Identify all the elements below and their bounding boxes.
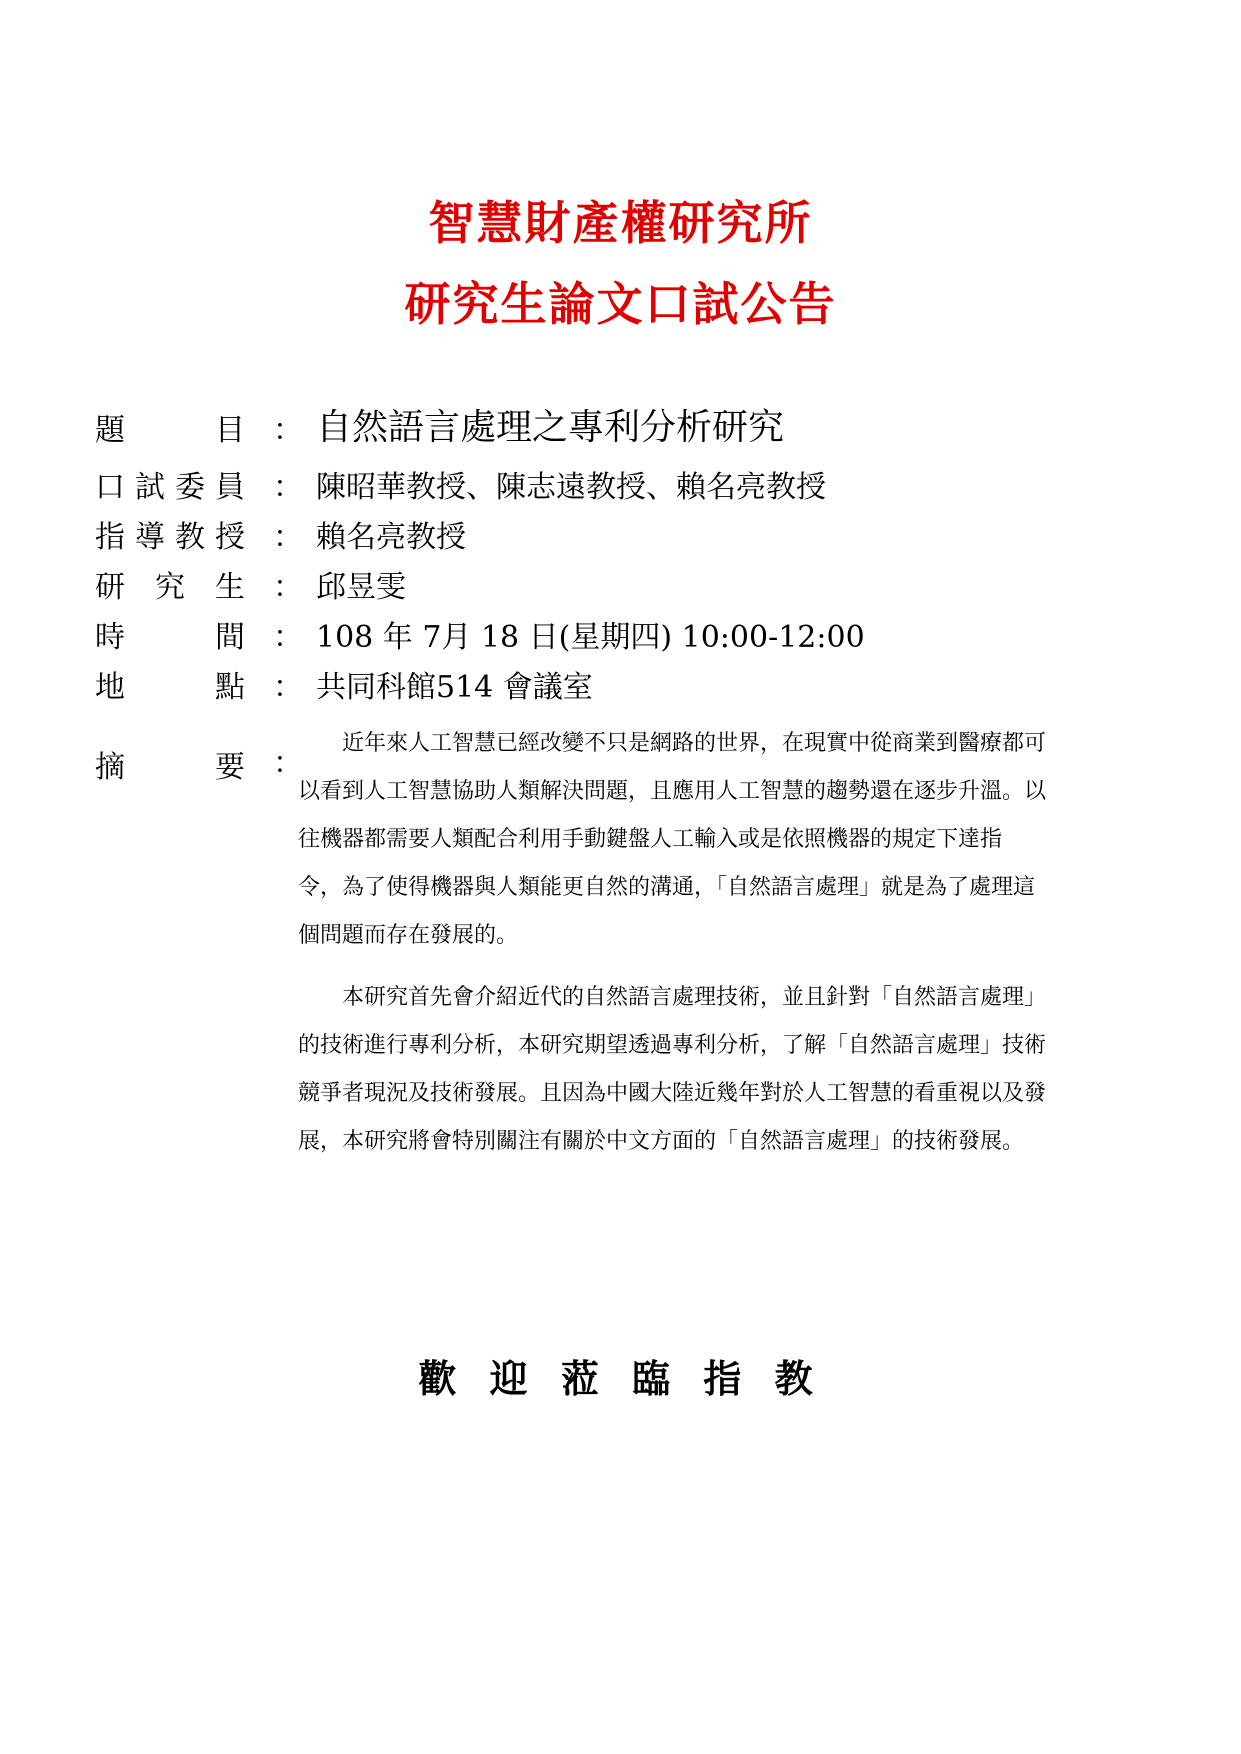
thesis-title: 自然語言處理之專利分析研究 xyxy=(316,407,785,448)
abstract-line: 令，為了使得機器與人類能更自然的溝通，「自然語言處理」就是為了處理這 xyxy=(298,875,1036,900)
time-label: 時 間 xyxy=(95,620,245,655)
abstract-line: 個問題而存在發展的。 xyxy=(298,923,519,948)
advisor-colon: ： xyxy=(273,520,303,555)
committee-members: 陳昭華教授、陳志遠教授、賴名亮教授 xyxy=(316,470,826,505)
abstract-line: 展，本研究將會特別關注有關於中文方面的「自然語言處理」的技術發展。 xyxy=(298,1129,1025,1154)
defense-time: 108 年 7月 18 日(星期四) 10:00-12:00 xyxy=(316,620,865,655)
abstract-line: 以看到人工智慧協助人類解決問題，且應用人工智慧的趨勢還在逐步升溫。以 xyxy=(298,779,1047,804)
place-label: 地 點 xyxy=(95,670,245,705)
committee-colon: ： xyxy=(273,470,303,505)
abstract-body xyxy=(298,720,1148,1166)
abstract-label: 摘 要 xyxy=(95,750,245,785)
defense-place: 共同科館514 會議室 xyxy=(316,670,593,705)
student-label: 研 究 生 xyxy=(95,570,245,605)
place-colon: ： xyxy=(273,670,303,705)
announcement-title: 研究生論文口試公告 xyxy=(404,277,837,331)
abstract-line: 往機器都需要人類配合利用手動鍵盤人工輸入或是依照機器的規定下達指 xyxy=(298,827,1003,852)
abstract-colon: ： xyxy=(273,746,303,781)
abstract-line: 近年來人工智慧已經改變不只是網路的世界，在現實中從商業到醫療都可 xyxy=(298,731,1047,756)
institute-title: 智慧財產權研究所 xyxy=(428,196,813,250)
welcome-message: 歡 迎 蒞 臨 指 教 xyxy=(418,1356,823,1401)
student-colon: ： xyxy=(273,570,303,605)
committee-label: 口 試 委 員 xyxy=(95,470,245,505)
title-colon: ： xyxy=(273,413,303,448)
student-name: 邱昱雯 xyxy=(316,570,406,605)
advisor-label: 指 導 教 授 xyxy=(95,520,245,555)
abstract-line: 本研究首先會介紹近代的自然語言處理技術，並且針對「自然語言處理」 xyxy=(298,985,1047,1010)
advisor-name: 賴名亮教授 xyxy=(316,520,466,555)
time-colon: ： xyxy=(273,620,303,655)
abstract-line: 競爭者現況及技術發展。且因為中國大陸近幾年對於人工智慧的看重視以及發 xyxy=(298,1081,1047,1106)
title-label: 題 目 xyxy=(95,413,245,448)
abstract-line: 的技術進行專利分析，本研究期望透過專利分析，了解「自然語言處理」技術 xyxy=(298,1033,1047,1058)
